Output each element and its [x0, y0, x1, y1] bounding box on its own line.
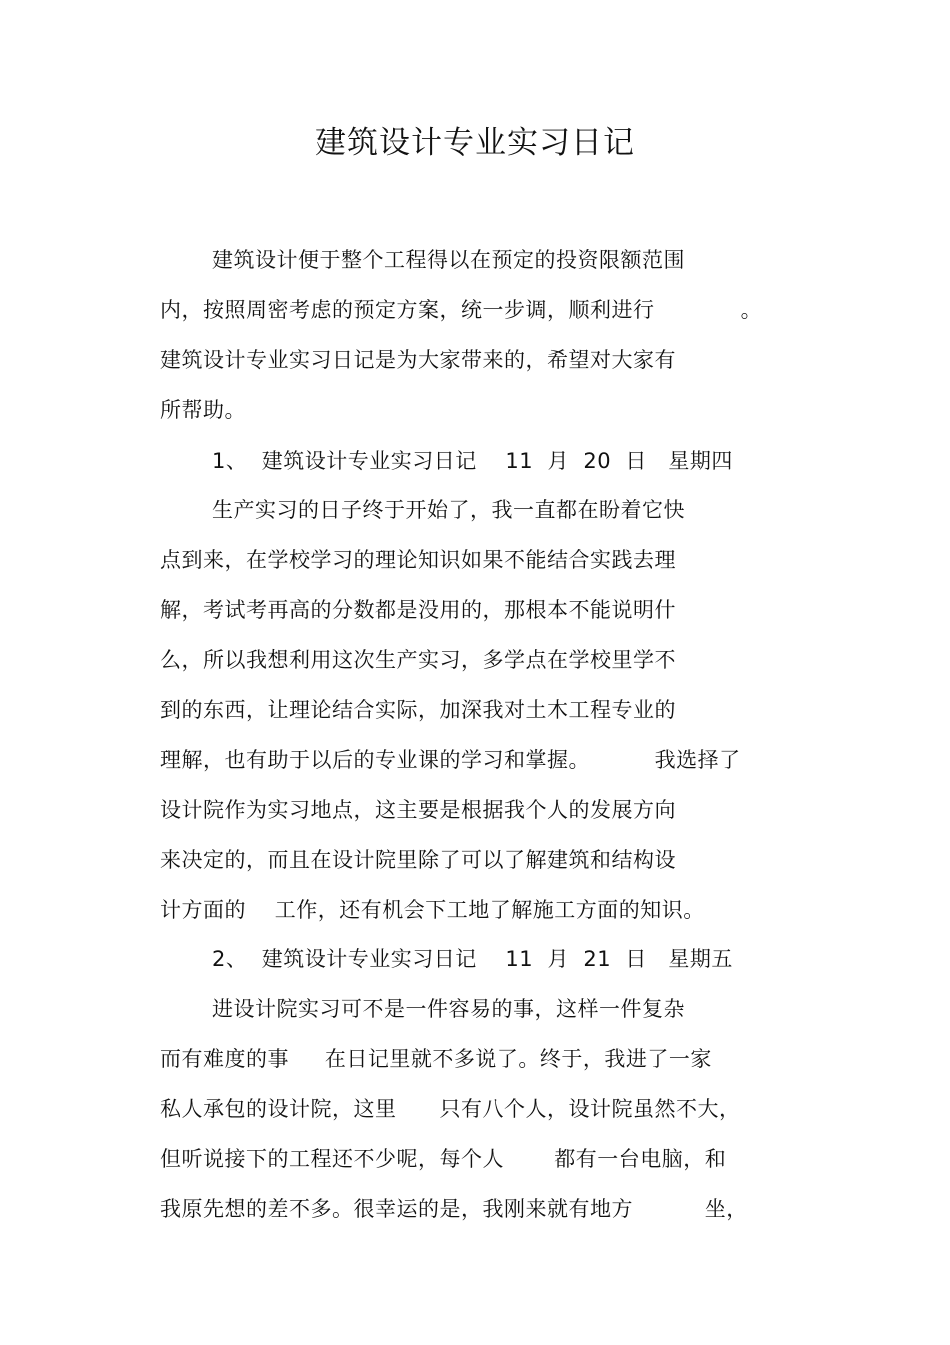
entry-1-line-8: 来决定的，而且在设计院里除了可以了解建筑和结构设: [160, 848, 676, 872]
entry-2-heading: 2、 建筑设计专业实习日记 11 月 21 日 星期五: [212, 947, 733, 971]
entry-1-line-3: 解，考试考再高的分数都是没用的，那根本不能说明什: [160, 598, 676, 622]
entry-2-line-4: 但听说接下的工程还不少呢，每个人 都有一台电脑，和: [160, 1147, 727, 1171]
entry-2-line-1: 进设计院实习可不是一件容易的事，这样一件复杂: [212, 997, 685, 1021]
entry-1-line-1: 生产实习的日子终于开始了，我一直都在盼着它快: [212, 498, 685, 522]
entry-2-line-5: 我原先想的差不多。很幸运的是，我刚来就有地方 坐，: [160, 1197, 748, 1221]
entry-1-line-9: 计方面的 工作，还有机会下工地了解施工方面的知识。: [160, 898, 705, 922]
paragraph-intro-line-2: 内，按照周密考虑的预定方案，统一步调，顺利进行 。: [160, 298, 763, 322]
paragraph-intro-line-1: 建筑设计便于整个工程得以在预定的投资限额范围: [212, 248, 685, 272]
entry-1-line-6: 理解，也有助于以后的专业课的学习和掌握。 我选择了: [160, 748, 741, 772]
entry-1-line-5: 到的东西，让理论结合实际，加深我对土木工程专业的: [160, 698, 676, 722]
entry-1-line-7: 设计院作为实习地点，这主要是根据我个人的发展方向: [160, 798, 676, 822]
entry-2-line-2: 而有难度的事 在日记里就不多说了。终于，我进了一家: [160, 1047, 712, 1071]
entry-2-line-3: 私人承包的设计院，这里 只有八个人，设计院虽然不大，: [160, 1097, 741, 1121]
entry-1-heading: 1、 建筑设计专业实习日记 11 月 20 日 星期四: [212, 449, 733, 473]
entry-1-line-4: 么，所以我想利用这次生产实习，多学点在学校里学不: [160, 648, 676, 672]
entry-1-line-2: 点到来，在学校学习的理论知识如果不能结合实践去理: [160, 548, 676, 572]
paragraph-intro-line-3: 建筑设计专业实习日记是为大家带来的，希望对大家有: [160, 348, 676, 372]
page-title: 建筑设计专业实习日记: [315, 125, 635, 161]
paragraph-intro-line-4: 所帮助。: [160, 398, 246, 422]
